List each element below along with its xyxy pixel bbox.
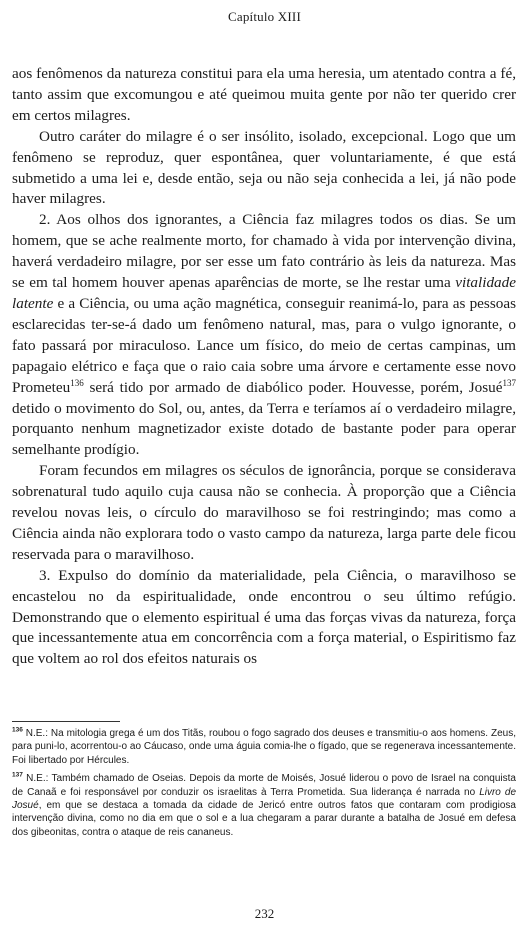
paragraph-5: 3. Expulso do domínio da materialidade, pela Ciência, o maravilhoso se encastelou no da espiritualidade, onde encontrou o seu último refúgio. Demonstrando que o elemento espiritual é uma das forças vivas da natureza, força que incessantemente atua em concorrência com a força material, o Espiritismo faz que voltem ao rol dos efeitos naturais os [12,566,516,668]
footnote-137 [12,772,516,839]
footnotes [12,727,516,844]
paragraph-3 [12,210,516,461]
footnote-137-text-a: N.E.: Também chamado de Oseias. Depois da morte de Moisés, Josué liderou o povo de Israel na conquista de Canaã e foi responsável por conduzir os israelitas à Terra Prometida. Sua liderança é narrada no [12,773,516,798]
footnote-divider [12,721,120,722]
footnote-number-136: 136 [12,726,23,734]
paragraph-3-text-b: e a Ciência, ou uma ação magnética, conseguir reanimá-lo, para as pessoas esclarecidas ter-se-á dado um fenômeno natural, mas, para o vulgo ignorante, o fato passará por miraculoso. Lance um físico, do meio de certas campinas, um papagaio elétrico e faça que o raio caia sobre uma árvore e certamente esse novo Prometeu [12,294,516,396]
paragraph-3-text-c: será tido por armado de diabólico poder. Houvesse, porém, Josué [83,378,503,396]
paragraph-4: Foram fecundos em milagres os séculos de ignorância, porque se considerava sobrenatural tudo aquilo cuja causa não se conhecia. À proporção que a Ciência revelou novas leis, o círculo do maravilhoso se foi restringindo; mas como a Ciência ainda não explorara todo o vasto campo da natureza, larga parte dele ficou reservada para o maravilhoso. [12,462,516,563]
italic-title-livro-de-josue: Livro de Josué [12,786,516,812]
italic-term-vitalidade-latente: vitalidade latente [12,274,516,312]
footnote-number-137: 137 [12,771,23,779]
footnote-ref-136[interactable]: 136 [70,377,84,388]
footnote-ref-137[interactable]: 137 [502,377,516,388]
paragraph-1: aos fenômenos da natureza constitui para ela uma heresia, um atentado contra a fé, tanto assim que excomungou e até queimou muita gente por não ter querido crer em certos milagres. [12,65,516,124]
footnote-136-text: N.E.: Na mitologia grega é um dos Titãs, roubou o fogo sagrado dos deuses e transmitiu-o aos homens. Zeus, para puni-lo, acorrentou-o ao Cáucaso, onde uma águia comia-lhe o fígado, que se regenerava incessantemente. Foi libertado por Hércules. [12,728,516,766]
footnote-136 [12,727,516,767]
footnote-137-text-b: , em que se destaca a tomada da cidade de Jericó entre outros fatos que contaram com prodigiosa intervenção divina, como no dia em que o sol e a lua chegaram a parar durante a batalha de Josué em defesa dos gibeonitas, contra o ataque de reis cananeus. [12,800,516,838]
main-text [12,64,516,670]
paragraph-3-text-a: 2. Aos olhos dos ignorantes, a Ciência faz milagres todos os dias. Se um homem, que se ache realmente morto, for chamado à vida por intervenção divina, haverá verdadeiro milagre, por ser esse um fato contrário às leis da natureza. Mas se em tal homem houver apenas aparências de morte, se lhe restar uma [12,211,516,292]
paragraph-2: Outro caráter do milagre é o ser insólito, isolado, excepcional. Logo que um fenômeno se reproduz, quer espontânea, quer voluntariamente, é que está submetido a uma lei e, desde então, seja ou não seja conhecida a lei, já não pode haver milagres. [12,127,516,208]
chapter-header: Capítulo XIII [227,9,301,24]
paragraph-3-text-d: detido o movimento do Sol, ou, antes, da Terra e teríamos aí o verdadeiro milagre, porquanto nenhum magnetizador existe dotado de bastante poder para operar semelhante prodígio. [12,399,516,459]
page-number: 232 [254,906,275,921]
